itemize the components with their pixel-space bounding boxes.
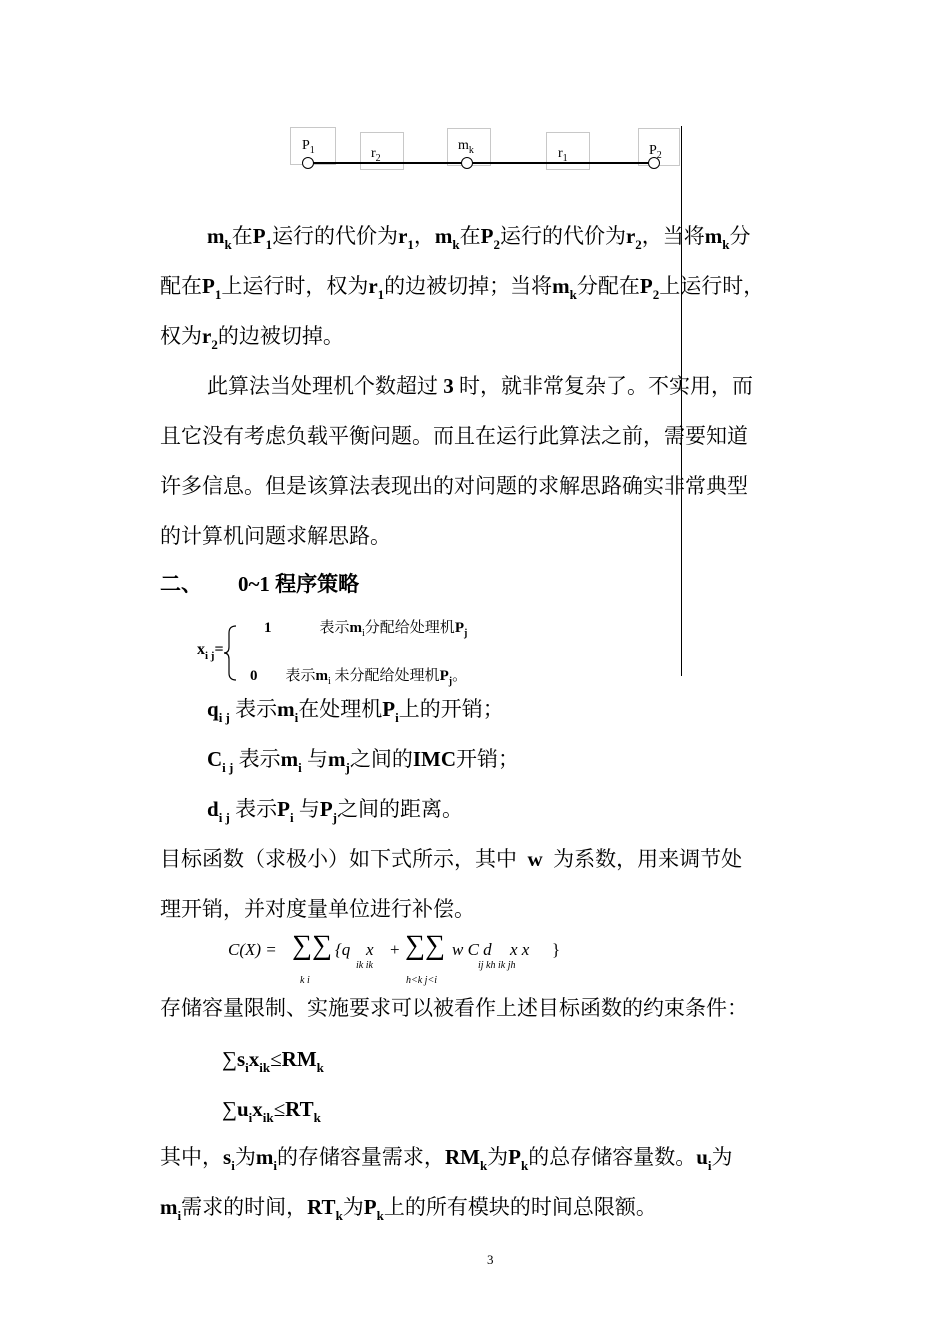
formula-sub1: ik ik: [356, 960, 373, 971]
diagram-node-p1: [302, 157, 314, 169]
formula-under2: h<k j<i: [406, 975, 437, 986]
para1-line3: 权为$r_2$的边被切掉。: [160, 324, 344, 352]
formula-open: {q: [335, 940, 351, 959]
constraint-storage: $\sum s_ix_{ik}\le RM_k$: [222, 1047, 324, 1075]
constraints-intro: 存储容量限制、实施要求可以被看作上述目标函数的约束条件：: [160, 996, 748, 1020]
diagram-label-mk: $m_k$: [458, 138, 474, 156]
diagram-edge: [308, 162, 656, 164]
para2-line3: 许多信息。但是该算法表现出的对问题的求解思路确实非常典型: [160, 474, 748, 498]
objective-line2: 理开销，并对度量单位进行补偿。: [160, 897, 475, 921]
diagram-box-r1: [546, 132, 590, 170]
vertical-rule: [681, 126, 682, 676]
constraint-time: $\sum u_ix_{ik}\le RT_k$: [222, 1097, 321, 1125]
formula-close: }: [552, 940, 561, 959]
formula-sum1: ∑∑: [292, 930, 332, 961]
page-number: 3: [487, 1252, 494, 1267]
formula-wcd: w C d: [452, 940, 492, 959]
def-q: $q_{i j}$ 表示$m_i$在处理机$P_i$上的开销；: [207, 697, 504, 725]
para1-line1: $m_k$在$P_1$运行的代价为$r_1$，$m_k$在$P_2$运行的代价为$r_2$，当将$m_k$分: [207, 224, 751, 252]
para2-line2: 且它没有考虑负载平衡问题。而且在运行此算法之前，需要知道: [160, 424, 748, 448]
brace-icon: [222, 624, 238, 682]
xij-case-1: 1 表示$m_i$分配给处理机$P_j$: [264, 620, 468, 639]
para1-line2: 配在$P_1$上运行时，权为$r_1$的边被切掉；当将$m_k$分配在$P_2$上运行时，: [160, 274, 765, 302]
diagram-label-p2: $P_2$: [649, 143, 662, 161]
diagram-node-mk: [461, 157, 473, 169]
diagram-label-p1: $P_1$: [302, 138, 315, 156]
section-heading: [160, 570, 359, 598]
diagram-label-r2: $r_2$: [371, 146, 381, 164]
xij-case-0: 0 表示$m_i$ 未分配给处理机$P_j$。: [250, 668, 468, 687]
formula-x2: x x: [510, 940, 530, 959]
formula-lhs: C(X) =: [228, 940, 277, 959]
objective-line1: 目标函数（求极小）如下式所示，其中 w 为系数，用来调节处: [160, 847, 743, 871]
para2-line4: 的计算机问题求解思路。: [160, 524, 391, 548]
xij-lhs: $x_{i j}=$: [197, 641, 224, 662]
final-line1: 其中，$s_i$为$m_i$的存储容量需求，$RM_k$为$P_k$的总存储容量数。$u_i$为: [160, 1145, 733, 1173]
def-d: $d_{i j}$ 表示$P_i$ 与$P_j$之间的距离。: [207, 797, 464, 825]
diagram-box-r2: [360, 132, 404, 170]
formula-sum2: ∑∑: [405, 930, 445, 961]
formula-plus: +: [390, 940, 400, 959]
para2-line1: 此算法当处理机个数超过 3 时，就非常复杂了。不实用，而: [207, 374, 753, 398]
section-number: 二、: [160, 572, 202, 596]
def-c: $C_{i j}$ 表示$m_i$ 与$m_j$之间的IMC开销；: [207, 747, 520, 775]
formula-x1: x: [366, 940, 374, 959]
formula-sub2: ij kh ik jh: [478, 960, 516, 971]
section-title: 0~1 程序策略: [238, 572, 360, 596]
diagram-label-r1: $r_1$: [558, 146, 568, 164]
formula-under1: k i: [300, 975, 310, 986]
final-line2: $m_i$需求的时间，$RT_k$为$P_k$上的所有模块的时间总限额。: [160, 1195, 657, 1223]
